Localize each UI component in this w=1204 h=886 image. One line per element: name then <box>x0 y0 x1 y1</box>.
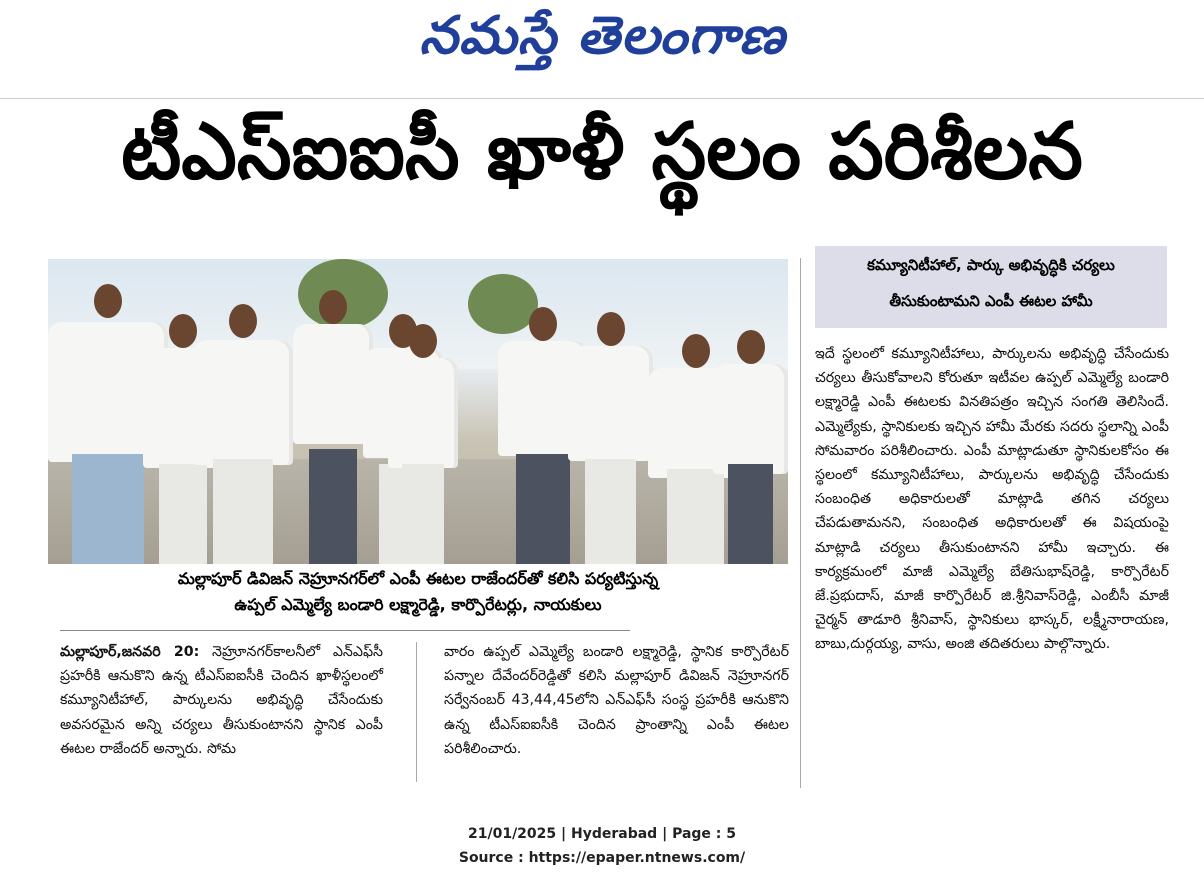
article-column-3 <box>815 342 1169 657</box>
subheadline-box <box>815 246 1167 328</box>
photo-person <box>713 314 788 564</box>
article-column-1 <box>60 640 383 761</box>
footer-source: Source : https://epaper.ntnews.com/ <box>458 850 746 866</box>
subheadline-line: కమ్యూనిటీహాల్, పార్కు అభివృద్ధికి చర్యలు <box>867 256 1115 274</box>
article-text: ఇదే స్థలంలో కమ్యూనిటీహాలు, పార్కులను అభివృద్ధి చేసేందుకు చర్యలు తీసుకోవాలని కోరుతూ ఇటీవల ఉప్పల్ ఎమ్మెల్యే బండారి లక్ష్మారెడ్డి ఎంపీ ఈటలకు వినతిపత్రం ఇచ్చిన సంగతి తెలిసిందే. ఎమ్మెల్యేకు, స్థానికులకు ఇచ్చిన హామీ మేరకు సదరు స్థలాన్ని ఎంపీ సోమవారం పరిశీలించారు. ఎంపీ మాట్లాడుతూ స్థానికులకోసం ఈ స్థలంలో కమ్యూనిటీహాలు, పార్కులను అభివృద్ధి చేసేందుకు సంబంధిత అధికారులతో మాట్లాడి తగిన చర్యలు చేపడుతామనని, సంబంధిత అధికారులతో ఈ విషయంపై మాట్లాడి చర్యలు తీసుకుంటానని హామీ ఇచ్చారు. ఈ కార్యక్రమంలో మాజీ ఎమ్మెల్యే బేతిసుభాష్‌రెడ్డి, కార్పొరేటర్ జే.ప్రభుదాస్, మాజీ కార్పొరేటర్ జి.శ్రీనివాస్‌రెడ్డి, ఎంబీసీ మాజీ చైర్మన్ తాడూరి శ్రీనివాస్, స్థానికులు భాస్కర్, లక్ష్మీనారాయణ, బాబు,దుర్గయ్య, వాసు, అంజి తదితరులు పాల్గొన్నారు. <box>815 346 1169 653</box>
dateline: మల్లాపూర్,జనవరి 20: <box>60 644 200 660</box>
column-divider <box>416 642 417 782</box>
masthead-divider <box>0 98 1204 99</box>
photo-person <box>388 314 458 564</box>
subheadline-line: తీసుకుంటామని ఎంపీ ఈటల హామీ <box>889 292 1093 310</box>
masthead <box>0 0 1204 92</box>
caption-divider <box>60 630 630 631</box>
news-photo <box>48 259 788 564</box>
photo-person <box>293 284 373 564</box>
article-text: వారం ఉప్పల్ ఎమ్మెల్యే బండారి లక్ష్మారెడ్డి, స్థానిక కార్పొరేటర్ పన్నాల దేవేందర్‌రెడ్డితో కలిసి మల్లాపూర్ డివిజన్ నెహ్రూనగర్ సర్వేనంబర్ 43,44,45లోని ఎన్ఎఫ్‌సీ సంస్థ ప్రహరీకి ఆనుకొని ఉన్న టీఎస్ఐఐసీకి చెందిన ప్రాంతాన్ని ఎంపీ ఈటల పరిశీలించారు. <box>444 644 789 757</box>
article-column-2 <box>444 640 789 761</box>
column-divider <box>800 258 801 788</box>
article-text: నెహ్రూనగర్‌కాలనీలో ఎన్ఎఫ్‌సీ ప్రహరీకి ఆనుకొని ఉన్న టీఎస్ఐఐసీకి చెందిన ఖాళీస్థలంలో కమ్యూనిటీహాల్, పార్కులను అభివృద్ధి చేసేందుకు అవసరమైన అన్ని చర్యలు తీసుకుంటానని స్థానిక ఎంపీ ఈటల రాజేందర్ అన్నారు. సోమ <box>60 644 383 757</box>
caption-line: ఉప్పల్ ఎమ్మెల్యే బండారి లక్ష్మారెడ్డి, కార్పొరేటర్లు, నాయకులు <box>234 595 602 614</box>
photo-person <box>193 294 293 564</box>
headline: టీఎస్ఐఐసీ ఖాళీ స్థలం పరిశీలన <box>121 107 1083 197</box>
photo-caption <box>48 566 788 618</box>
footer-edition: 21/01/2025 | Hyderabad | Page : 5 <box>467 826 737 842</box>
photo-person <box>568 304 653 564</box>
caption-line: మల్లాపూర్ డివిజన్ నెహ్రూనగర్‌లో ఎంపీ ఈటల రాజేందర్‌తో కలిసి పర్యటిస్తున్న <box>177 569 659 588</box>
newspaper-logo: నమస్తే తెలంగాణ <box>418 6 786 66</box>
